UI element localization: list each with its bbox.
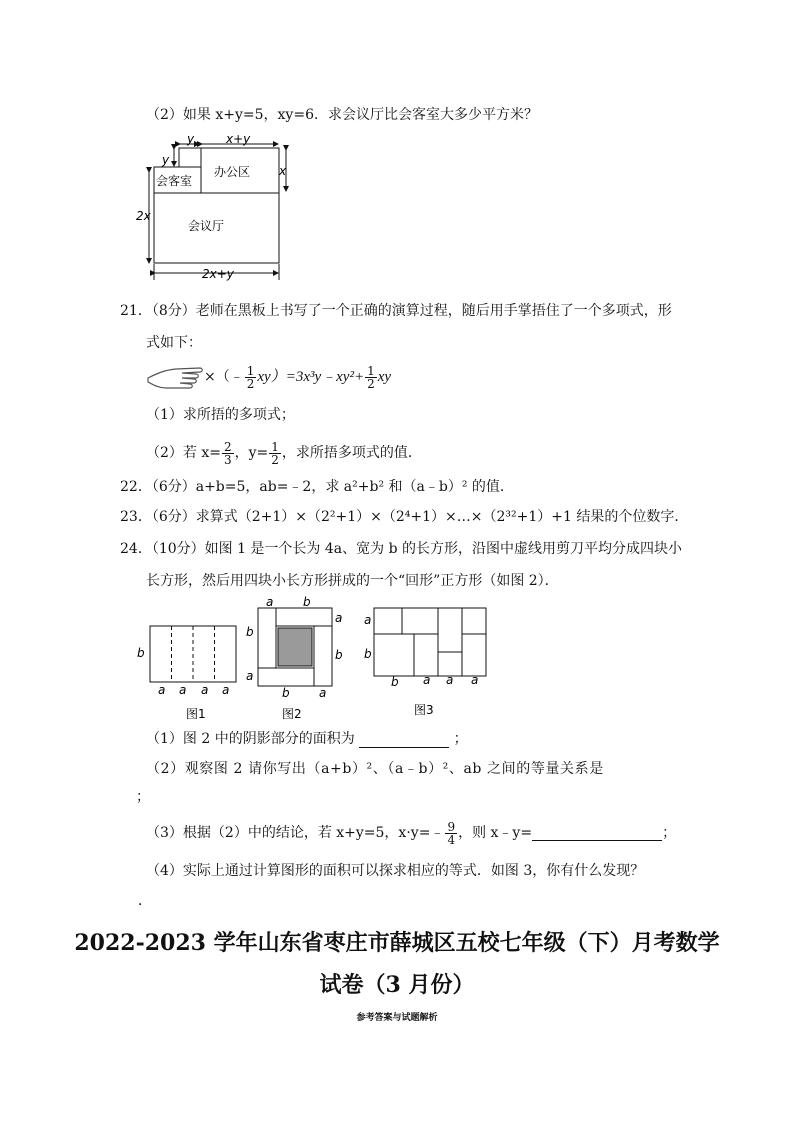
- svg-text:a: a: [319, 686, 327, 700]
- q21-eq-frac2: $\frac{1}{2}$: [367, 363, 375, 391]
- svg-text:a: a: [471, 673, 479, 687]
- q20-figure: [136, 128, 306, 284]
- q24-part4: （4）实际上通过计算图形的面积可以探求相应的等式．如图 3，你有什么发现？: [146, 863, 645, 879]
- q21-equation: ×（﹣ $\frac{1}{2}$ xy）=3x³y﹣xy²+ $\frac{1}{2}$ xy: [146, 360, 391, 394]
- svg-text:b: b: [246, 625, 254, 639]
- hand-icon: [146, 364, 204, 390]
- q24-part3: （3）根据（2）中的结论，若 x+y=5，x·y=﹣ $\frac{9}{4}$ ，则 x﹣y= ；: [146, 819, 677, 847]
- answer-title-line1: 2022-2023 学年山东省枣庄市薛城区五校七年级（下）月考数学: [74, 930, 720, 956]
- svg-text:a: a: [364, 613, 372, 627]
- svg-text:a: a: [335, 611, 343, 625]
- q24-part2: （2）观察图 2 请你写出（a+b）²、（a﹣b）²、ab 之间的等量关系是: [146, 761, 604, 777]
- svg-text:b: b: [282, 686, 290, 700]
- svg-text:a: a: [158, 683, 166, 697]
- fig-label-2x: 2x: [136, 209, 151, 223]
- svg-text:a: a: [266, 595, 274, 609]
- fig-label-bottom: 2x+y: [202, 267, 234, 281]
- answer-blank-3[interactable]: [532, 826, 662, 841]
- q24-part2-end: ；: [136, 789, 150, 805]
- svg-text:b: b: [137, 646, 145, 660]
- shaded-square: [278, 628, 312, 666]
- fig1-caption: 图1: [186, 707, 206, 721]
- q22: 22．（6分）a+b=5，ab=﹣2，求 a²+b² 和（a﹣b）² 的值．: [120, 479, 514, 495]
- svg-text:b: b: [335, 648, 343, 662]
- q24-line1: 24．（10分）如图 1 是一个长为 4a、宽为 b 的长方形，沿图中虚线用剪刀平均分成四块小: [120, 541, 683, 557]
- answer-subtitle: 参考答案与试题解析: [356, 1013, 438, 1023]
- fig-label-y-side: y: [162, 153, 170, 167]
- fig-label-y-top: y: [187, 132, 195, 146]
- fig-label-meeting: 会议厅: [188, 219, 225, 233]
- q23: 23．（6分）求算式（2+1）×（2²+1）×（2⁴+1）×…×（2³²+1）+1 结果的个位数字．: [120, 509, 689, 525]
- q24-part4-end: ．: [138, 893, 152, 909]
- fig1: [134, 620, 246, 724]
- fig-label-reception: 会客室: [156, 174, 193, 188]
- q24-part1: （1）图 2 中的阴影部分的面积为 ；: [146, 731, 468, 747]
- q20-part2: （2）如果 x+y=5，xy=6．求会议厅比会客室大多少平方米？: [146, 107, 538, 123]
- fig3: [362, 604, 494, 724]
- svg-text:a: a: [201, 683, 209, 697]
- answer-title-line2: 试卷（3 月份）: [319, 972, 475, 998]
- svg-text:b: b: [364, 647, 372, 661]
- fig3-caption: 图3: [414, 703, 434, 717]
- q21-line2: 式如下：: [146, 335, 202, 351]
- q24-line2: 长方形，然后用四块小长方形拼成的一个“回形”正方形（如图 2）．: [146, 573, 559, 589]
- svg-text:a: a: [446, 673, 454, 687]
- fig-label-x-side: x: [279, 164, 287, 178]
- svg-text:a: a: [222, 683, 230, 697]
- svg-text:a: a: [179, 683, 187, 697]
- fig-label-office: 办公区: [214, 165, 251, 179]
- fig2-caption: 图2: [282, 707, 302, 721]
- svg-text:b: b: [391, 675, 399, 689]
- answer-blank-1[interactable]: [359, 733, 449, 748]
- q21-eq-frac1: $\frac{1}{2}$: [246, 363, 255, 391]
- fig2: [246, 594, 350, 724]
- fig-label-xy-top: x+y: [226, 132, 251, 146]
- q21-part1: （1）求所捂的多项式；: [146, 407, 295, 423]
- q21-part2: （2）若 x= $\frac{2}{3}$ ，y= $\frac{1}{2}$ ，求所捂多项式的值．: [146, 439, 422, 467]
- svg-text:b: b: [303, 595, 311, 609]
- q21-line1: 21．（8分）老师在黑板上书写了一个正确的演算过程，随后用手掌捂住了一个多项式，形: [120, 303, 672, 319]
- svg-text:a: a: [246, 669, 254, 683]
- svg-text:a: a: [423, 673, 431, 687]
